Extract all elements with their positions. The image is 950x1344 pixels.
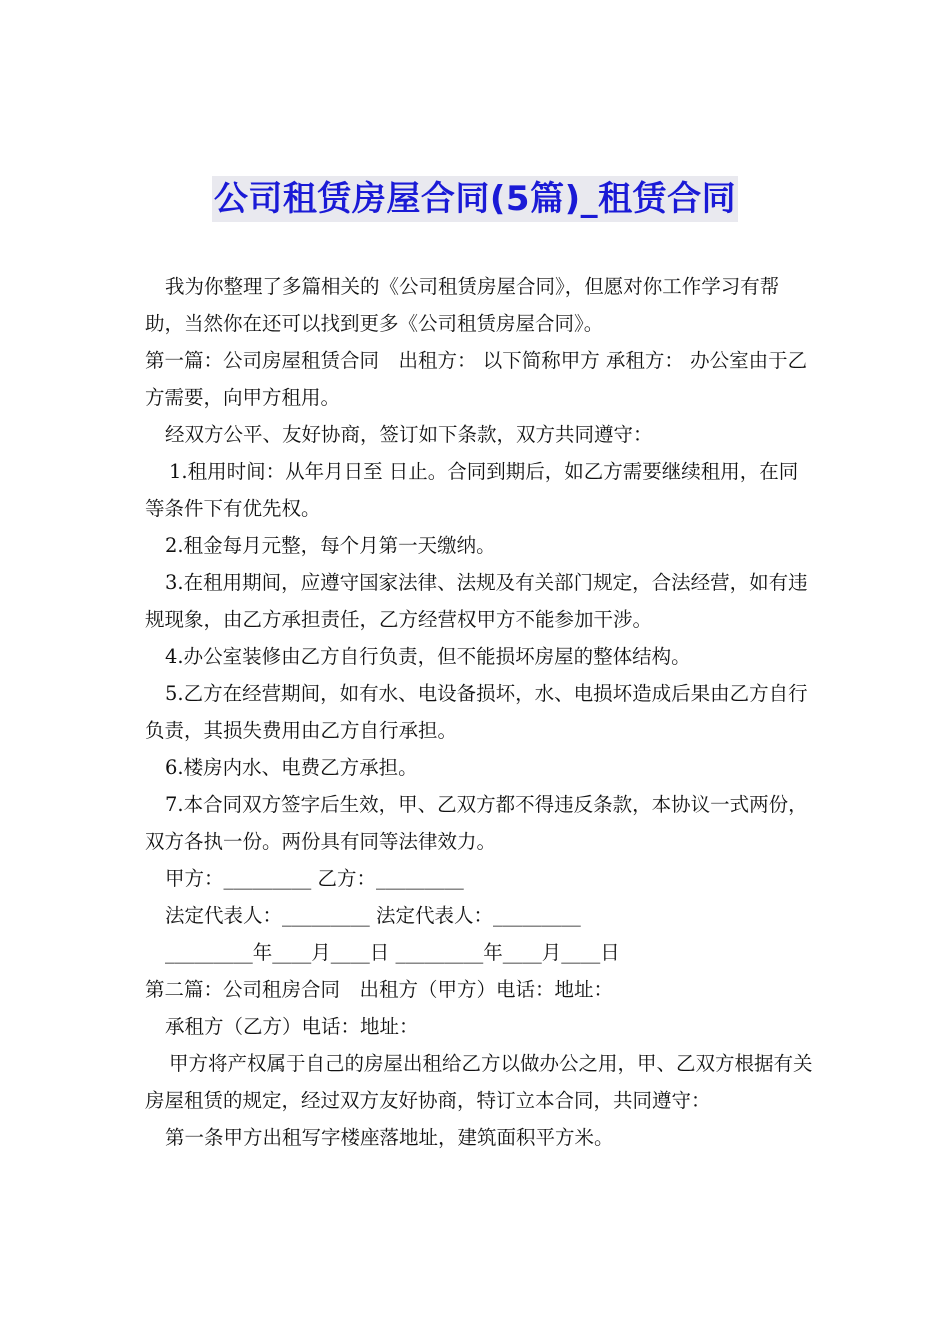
title-container xyxy=(0,176,950,222)
signature-parties-line: 甲方：_________ 乙方：_________ xyxy=(165,867,464,890)
section-one-heading: 第一篇：公司房屋租赁合同 出租方： 以下简称甲方 承租方： 办公室由于乙方需要，向甲方租用。 xyxy=(145,349,808,409)
clause-3: 3.在租用期间，应遵守国家法律、法规及有关部门规定，合法经营，如有违规现象，由乙方承担责任，乙方经营权甲方不能参加干涉。 xyxy=(145,571,808,631)
lessee-info-line: 承租方（乙方）电话：地址： xyxy=(165,1015,419,1038)
article-1: 第一条甲方出租写字楼座落地址，建筑面积平方米。 xyxy=(165,1126,614,1149)
legal-representative-line: 法定代表人：_________ 法定代表人：_________ xyxy=(165,904,581,927)
section-two-intro: 甲方将产权属于自己的房屋出租给乙方以做办公之用，甲、乙双方根据有关房屋租赁的规定，经过双方友好协商，特订立本合同，共同遵守： xyxy=(145,1052,813,1112)
clause-5: 5.乙方在经营期间，如有水、电设备损坏，水、电损坏造成后果由乙方自行负责，其损失费用由乙方自行承担。 xyxy=(145,682,808,742)
clause-4: 4.办公室装修由乙方自行负责，但不能损坏房屋的整体结构。 xyxy=(165,645,691,668)
document-title: 公司租赁房屋合同(5篇)_租赁合同 xyxy=(212,176,738,222)
section-two-heading: 第二篇：公司租房合同 出租方（甲方）电话：地址： xyxy=(145,978,614,1001)
clause-1: 1.租用时间：从年月日至 日止。合同到期后，如乙方需要继续租用，在同等条件下有优先权。 xyxy=(145,460,799,520)
date-line: _________年____月____日 _________年____月____日 xyxy=(165,941,620,964)
clause-6: 6.楼房内水、电费乙方承担。 xyxy=(165,756,418,779)
agreement-statement: 经双方公平、友好协商，签订如下条款，双方共同遵守： xyxy=(165,423,653,446)
document-body xyxy=(145,268,817,1156)
clause-2: 2.租金每月元整，每个月第一天缴纳。 xyxy=(165,534,496,557)
intro-paragraph: 我为你整理了多篇相关的《公司租赁房屋合同》，但愿对你工作学习有帮助，当然你在还可以找到更多《公司租赁房屋合同》。 xyxy=(145,275,780,335)
clause-7: 7.本合同双方签字后生效，甲、乙双方都不得违反条款，本协议一式两份，双方各执一份。两份具有同等法律效力。 xyxy=(145,793,808,853)
